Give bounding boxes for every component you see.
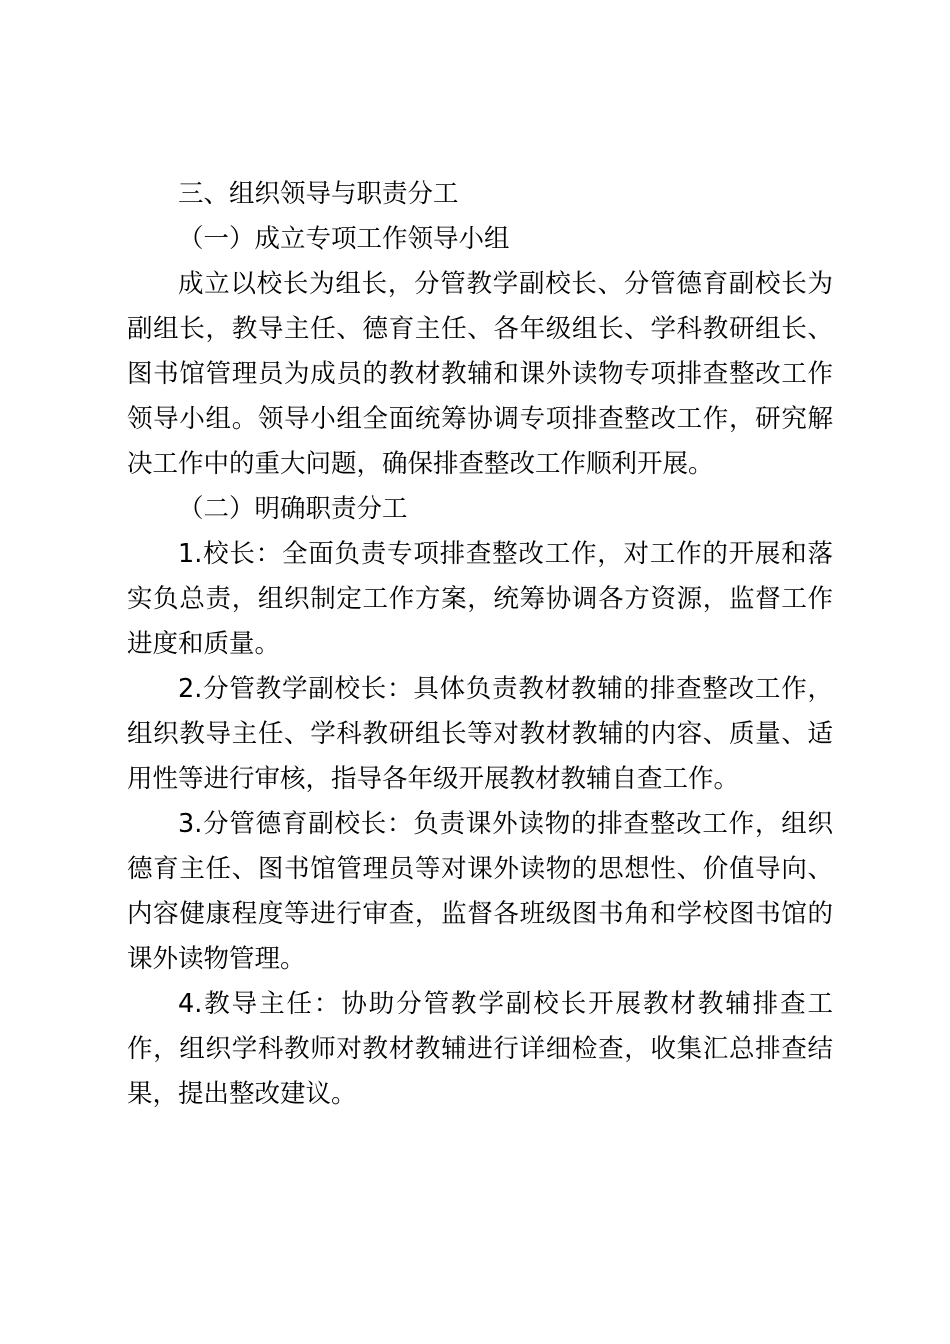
- responsibility-item-vice-principal-moral: 3.分管德育副校长：负责课外读物的排查整改工作，组织德育主任、图书馆管理员等对课外读物的思想性、价值导向、内容健康程度等进行审查，监督各班级图书角和学校图书馆的课外读物管理。: [127, 809, 833, 974]
- responsibility-item-academic-director: 4.教导主任：协助分管教学副校长开展教材教辅排查工作，组织学科教师对教材教辅进行详细检查，收集汇总排查结果，提出整改建议。: [127, 989, 833, 1109]
- responsibility-item-principal: 1.校长：全面负责专项排查整改工作，对工作的开展和落实负总责，组织制定工作方案，统筹协调各方资源，监督工作进度和质量。: [127, 539, 833, 659]
- subsection-heading-responsibilities: （二）明确职责分工: [178, 494, 408, 524]
- document-body: [127, 172, 833, 1117]
- subsection-heading-leadership-group: （一）成立专项工作领导小组: [178, 224, 510, 254]
- responsibility-item-vice-principal-teaching: 2.分管教学副校长：具体负责教材教辅的排查整改工作，组织教导主任、学科教研组长等对教材教辅的内容、质量、适用性等进行审核，指导各年级开展教材教辅自查工作。: [127, 674, 833, 794]
- paragraph-leadership-group: 成立以校长为组长，分管教学副校长、分管德育副校长为副组长，教导主任、德育主任、各年级组长、学科教研组长、图书馆管理员为成员的教材教辅和课外读物专项排查整改工作领导小组。领导小组全面统筹协调专项排查整改工作，研究解决工作中的重大问题，确保排查整改工作顺利开展。: [127, 269, 833, 479]
- section-heading: 三、组织领导与职责分工: [178, 179, 459, 209]
